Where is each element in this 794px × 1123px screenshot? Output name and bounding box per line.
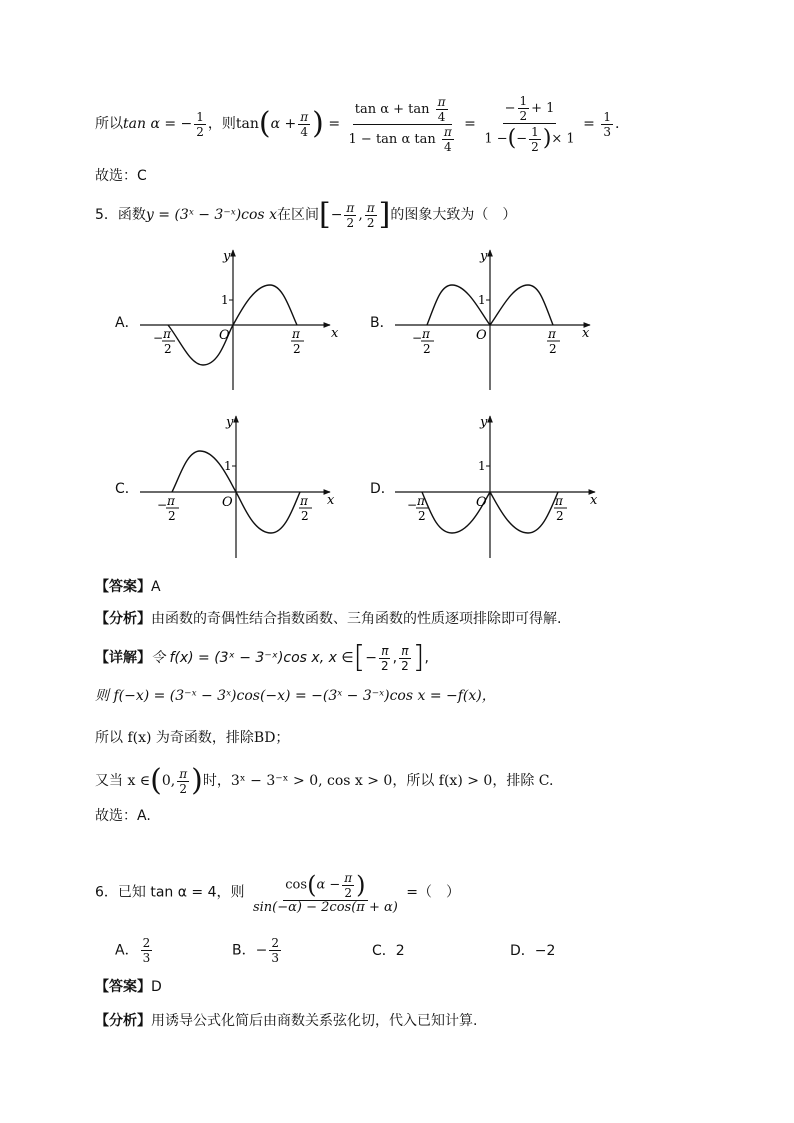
- svg-text:2: 2: [301, 509, 309, 523]
- q5-detail-line4: 又当 x ∈(0, $\frac{\pi}{2}$ )时，3ˣ − 3⁻ˣ > 0, cos x > 0，所以 f(x) > 0，排除 C.: [95, 763, 554, 798]
- svg-text:−: −: [157, 498, 168, 512]
- svg-text:2: 2: [418, 509, 426, 523]
- svg-text:2: 2: [168, 509, 176, 523]
- option-label-a[interactable]: A．: [115, 315, 139, 331]
- q6-option-a[interactable]: A． $\frac{2}{3}$: [115, 936, 151, 965]
- graph-c: [135, 408, 345, 568]
- text-prefix: 所以: [95, 116, 123, 132]
- svg-text:1: 1: [224, 459, 232, 473]
- svg-text:y: y: [480, 249, 488, 264]
- q6-analysis: 【分析】用诱导公式化简后由商数关系弦化切，代入已知计算.: [95, 1013, 478, 1029]
- svg-text:y: y: [226, 415, 234, 430]
- svg-text:2: 2: [549, 342, 557, 356]
- q6-fraction: cos(α − $\frac{\pi}{2}$ ) sin(−α) − 2cos(π + α): [252, 870, 398, 915]
- origin-label: O: [219, 328, 230, 343]
- q6-option-d[interactable]: D．−2: [510, 943, 556, 959]
- x-label: x: [331, 326, 339, 341]
- tan-alpha: tan α: [123, 116, 160, 132]
- q6-option-b[interactable]: B．− $\frac{2}{3}$: [232, 936, 279, 965]
- option-label-b[interactable]: B．: [370, 315, 394, 331]
- svg-text:2: 2: [556, 509, 564, 523]
- svg-text:1: 1: [478, 459, 486, 473]
- graph-b: [390, 240, 600, 400]
- svg-text:−: −: [153, 331, 164, 345]
- q5-detail-line5: 故选：A.: [95, 808, 151, 824]
- fraction-substituted: − $\frac{1}{2}$ + 1 1 −(− $\frac{1}{2}$ )× 1: [484, 94, 575, 154]
- text-then: ，则: [207, 116, 236, 132]
- q5-detail-line2: 则 f(−x) = (3⁻ˣ − 3ˣ)cos(−x) = −(3ˣ − 3⁻ˣ)cos x = −f(x)，: [95, 688, 496, 704]
- q5-answer: 【答案】A: [95, 579, 161, 595]
- tick-pi: π: [292, 327, 300, 341]
- question-6-stem: 6．已知 tan α = 4，则 cos(α − $\frac{\pi}{2}$ ) sin(−α) − 2cos(π + α) =（ ）: [95, 870, 461, 915]
- svg-text:−: −: [412, 331, 423, 345]
- svg-text:2: 2: [293, 342, 301, 356]
- svg-text:−: −: [407, 498, 418, 512]
- question-5-stem: 5．函数y = (3ˣ − 3⁻ˣ)cos x在区间[− $\frac{\pi}{2}$ , $\frac{\pi}{2}$ ]的图象大致为（ ）: [95, 197, 517, 232]
- fraction-half: $\frac{1}{2}$: [196, 109, 204, 139]
- svg-text:2: 2: [164, 342, 172, 356]
- fraction-result: $\frac{1}{3}$: [603, 109, 611, 139]
- graph-d: [390, 408, 605, 568]
- solution-line-tan: 所以tan α = − $\frac{1}{2}$ ，则tan(α + $\frac{\pi}{4}$ ) = tan α + tan $\frac{\pi}{4}$ 1 − tan α tan $\frac{\pi}{4}$ = − $\frac{1}{2}$ + 1 1 −(− $\frac{1}{2}$ )× 1 = $\frac{1}{3}$ .: [95, 94, 620, 154]
- svg-text:O: O: [222, 495, 233, 510]
- q6-option-c[interactable]: C．2: [372, 943, 405, 959]
- tick-one: 1: [221, 293, 229, 307]
- option-label-d[interactable]: D．: [370, 481, 395, 497]
- svg-text:π: π: [548, 327, 556, 341]
- svg-text:x: x: [327, 493, 335, 508]
- svg-text:x: x: [590, 493, 598, 508]
- svg-text:π: π: [167, 494, 175, 508]
- tick-neg-pi: π: [163, 327, 171, 341]
- y-label: y: [223, 249, 231, 264]
- svg-text:2: 2: [423, 342, 431, 356]
- svg-text:x: x: [582, 326, 590, 341]
- graph-a: [135, 240, 345, 400]
- svg-text:y: y: [480, 415, 488, 430]
- svg-text:1: 1: [478, 293, 486, 307]
- svg-text:O: O: [476, 328, 487, 343]
- svg-text:O: O: [476, 495, 487, 510]
- previous-answer: 故选：C: [95, 168, 147, 184]
- tan-word: tan: [235, 116, 259, 132]
- q5-detail-line1: 【详解】令 f(x) = (3ˣ − 3⁻ˣ)cos x, x ∈[− $\frac{\pi}{2}$ , $\frac{\pi}{2}$ ],: [95, 640, 429, 675]
- q5-analysis: 【分析】由函数的奇偶性结合指数函数、三角函数的性质逐项排除即可得解.: [95, 611, 562, 627]
- function-expression: y = (3ˣ − 3⁻ˣ)cos x: [145, 207, 277, 223]
- option-label-c[interactable]: C．: [115, 481, 139, 497]
- svg-text:π: π: [417, 494, 425, 508]
- svg-text:π: π: [422, 327, 430, 341]
- svg-text:π: π: [300, 494, 308, 508]
- q6-answer: 【答案】D: [95, 979, 162, 995]
- fraction-tan-sum: tan α + tan $\frac{\pi}{4}$ 1 − tan α tan $\frac{\pi}{4}$: [348, 94, 452, 154]
- q5-detail-line3: 所以 f(x) 为奇函数，排除BD；: [95, 730, 290, 746]
- svg-text:π: π: [555, 494, 563, 508]
